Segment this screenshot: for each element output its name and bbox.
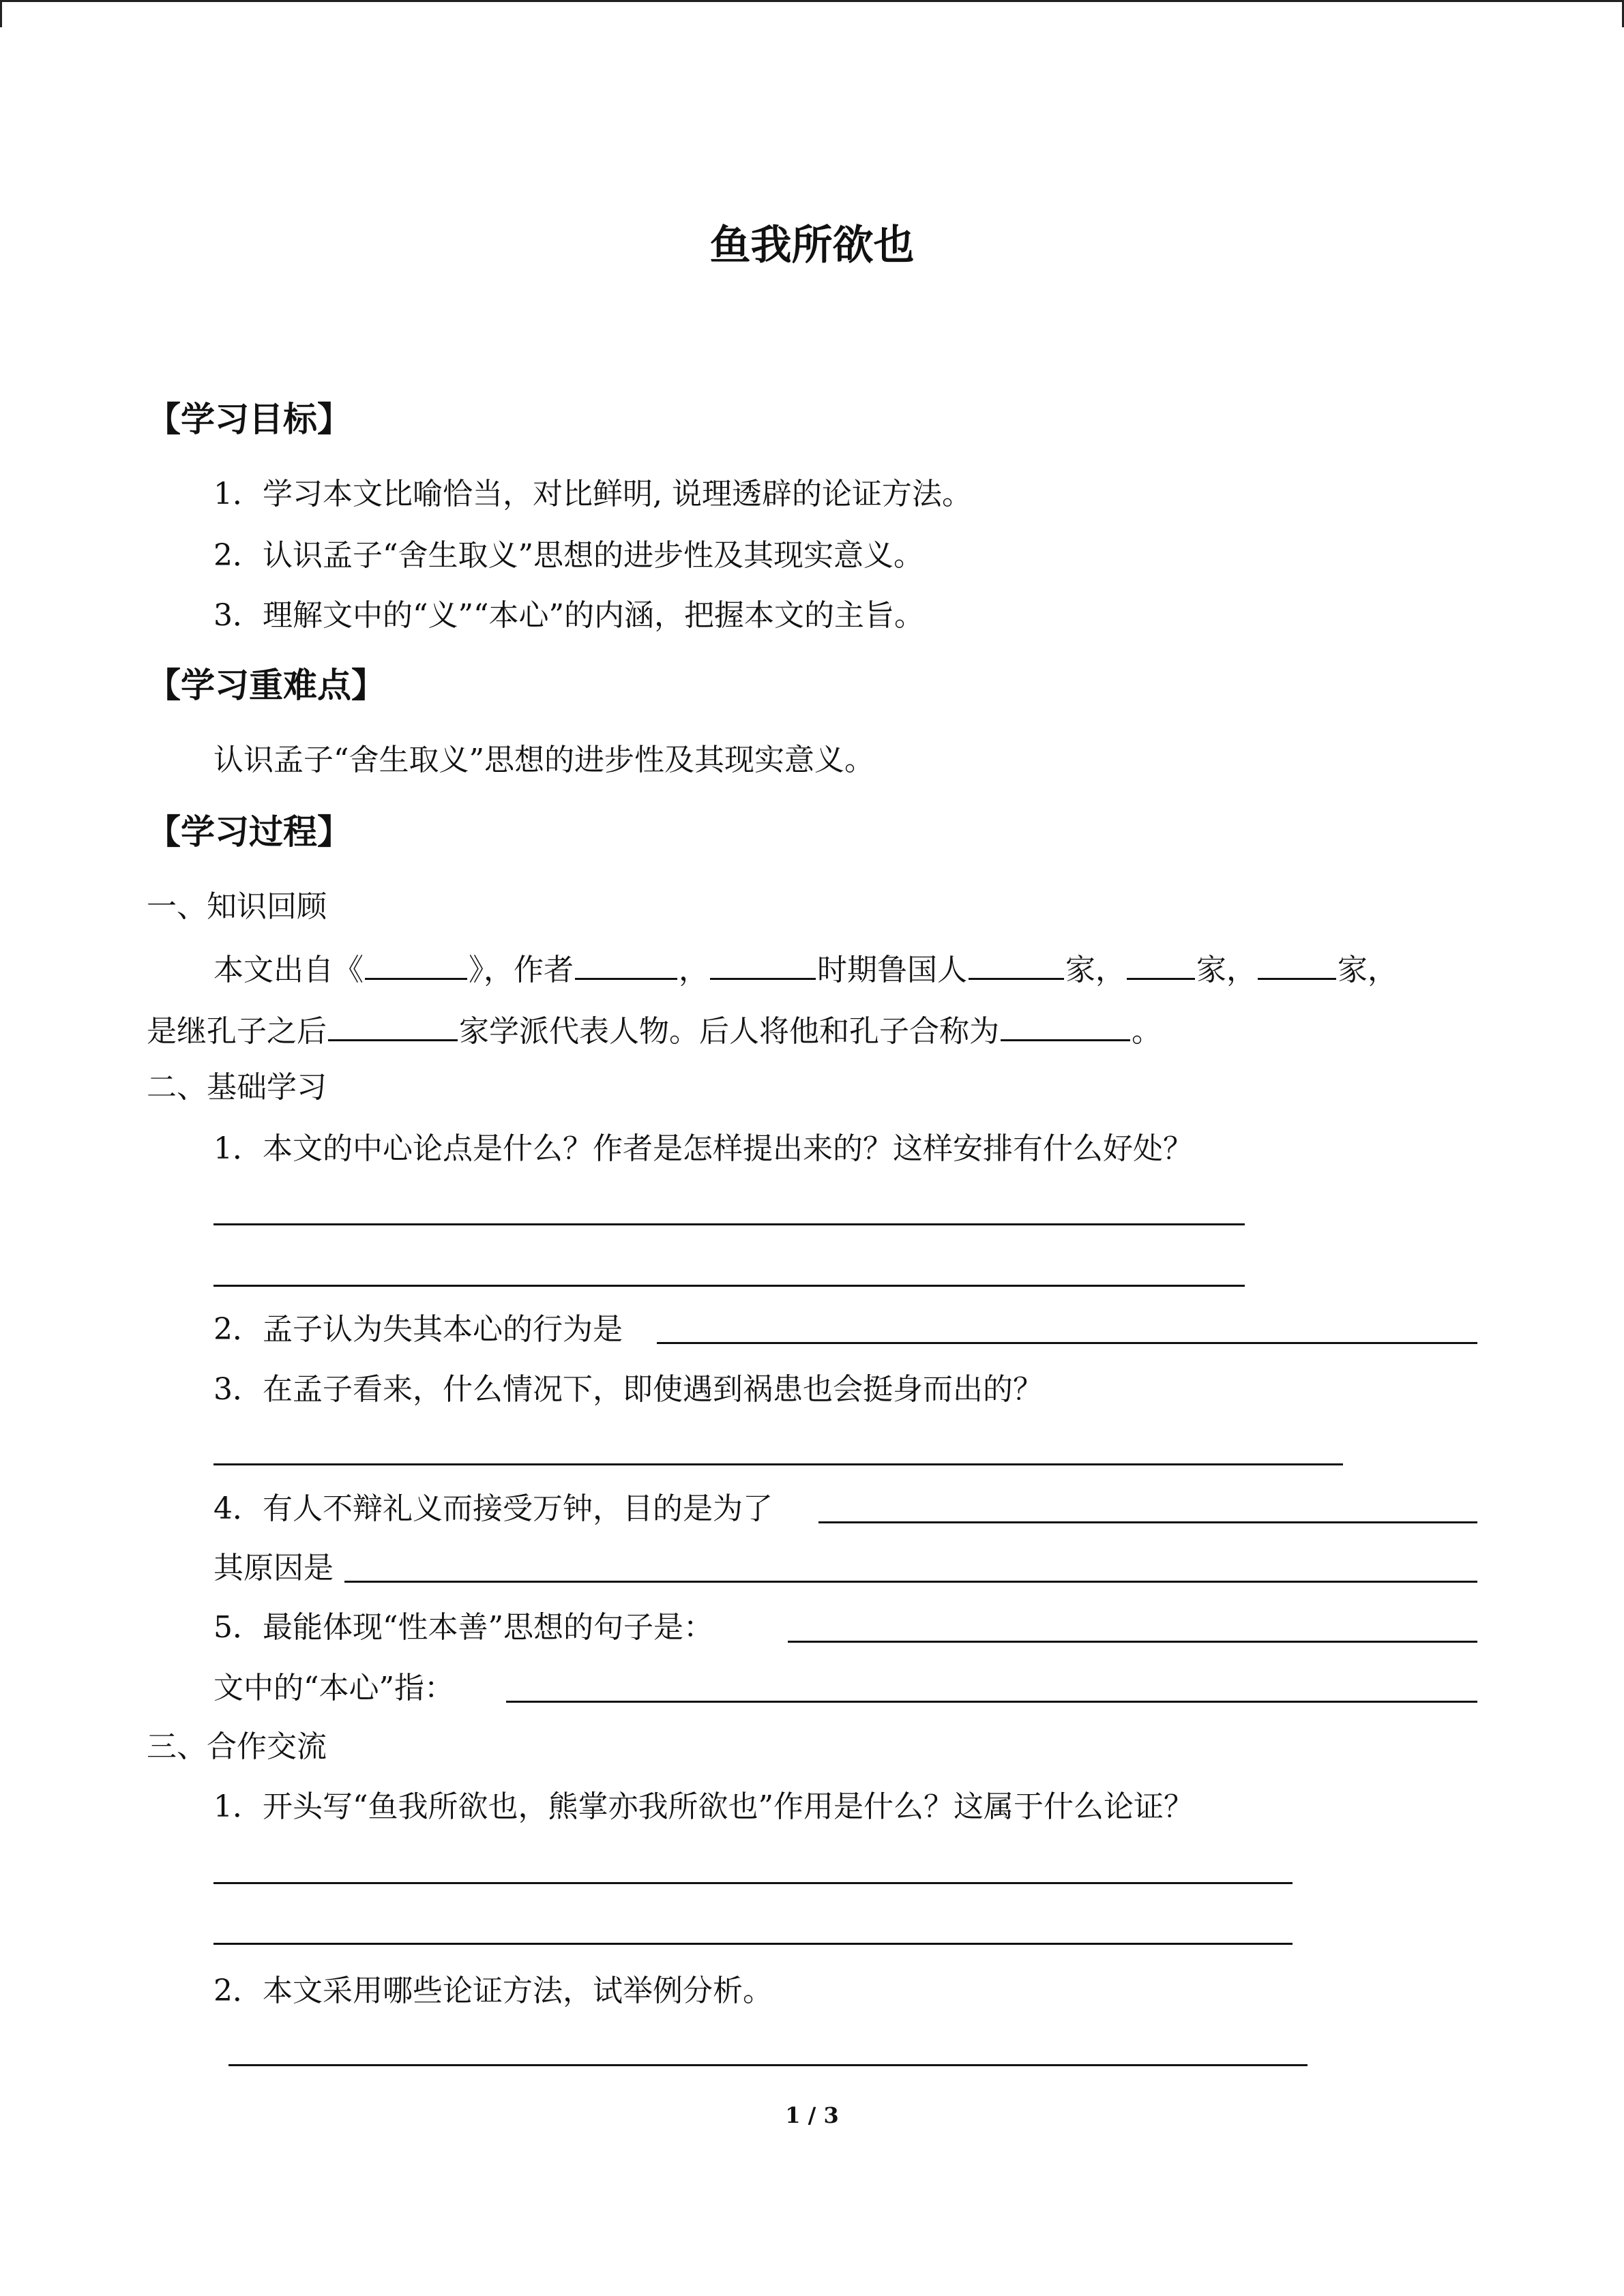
- review-text: ，: [679, 953, 709, 987]
- review-paragraph-line2: [147, 1009, 1162, 1052]
- review-paragraph-line1: [213, 948, 1398, 991]
- goal-item: 3．理解文中的“义”“本心”的内涵，把握本文的主旨。: [213, 598, 924, 633]
- review-text: 》，作者: [469, 953, 574, 987]
- answer-line[interactable]: [213, 1223, 1245, 1225]
- basic-question-3: 3．在孟子看来，什么情况下，即使遇到祸患也会挺身而出的？: [213, 1372, 1043, 1407]
- blank-role-2[interactable]: [1127, 948, 1195, 980]
- basic-question-4-reason: 其原因是: [213, 1551, 334, 1585]
- key-point-text: 认识孟子“舍生取义”思想的进步性及其现实意义。: [213, 743, 874, 777]
- answer-line[interactable]: [788, 1641, 1477, 1643]
- review-text: 家，: [1196, 953, 1256, 987]
- review-text: 。: [1132, 1014, 1162, 1049]
- section-heading-goals: 【学习目标】: [147, 400, 351, 439]
- section-heading-process: 【学习过程】: [147, 812, 351, 852]
- blank-era[interactable]: [710, 948, 816, 980]
- coop-question-1: 1．开头写“鱼我所欲也，熊掌亦我所欲也”作用是什么？这属于什么论证？: [213, 1789, 1194, 1824]
- goal-item: 2．认识孟子“舍生取义”思想的进步性及其现实意义。: [213, 538, 924, 573]
- basic-question-4: 4．有人不辩礼义而接受万钟，目的是为了: [213, 1491, 773, 1526]
- subheading-review: 一、知识回顾: [147, 889, 327, 924]
- answer-line[interactable]: [344, 1581, 1477, 1583]
- basic-question-2: 2．孟子认为失其本心的行为是: [213, 1312, 623, 1347]
- section-heading-key: 【学习重难点】: [147, 666, 385, 705]
- page-border-top: [0, 0, 1624, 2]
- page-border-left: [0, 0, 2, 27]
- goal-item: 1．学习本文比喻恰当，对比鲜明, 说理透辟的论证方法。: [213, 477, 972, 511]
- answer-line[interactable]: [228, 2064, 1308, 2066]
- blank-combined-name[interactable]: [1001, 1009, 1130, 1041]
- review-text: 家，: [1065, 953, 1125, 987]
- answer-line[interactable]: [818, 1521, 1477, 1523]
- blank-book[interactable]: [365, 948, 467, 980]
- review-text: 是继孔子之后: [147, 1014, 327, 1049]
- page-number: 1 / 3: [785, 2102, 839, 2128]
- blank-role-3[interactable]: [1258, 948, 1336, 980]
- blank-role-1[interactable]: [969, 948, 1064, 980]
- review-text: 家学派代表人物。后人将他和孔子合称为: [459, 1014, 999, 1049]
- coop-question-2: 2．本文采用哪些论证方法，试举例分析。: [213, 1973, 773, 2008]
- page-title: 鱼我所欲也: [709, 222, 915, 269]
- answer-line[interactable]: [213, 1285, 1245, 1287]
- subheading-coop: 三、合作交流: [147, 1729, 327, 1764]
- answer-line[interactable]: [213, 1463, 1343, 1465]
- subheading-basic: 二、基础学习: [147, 1070, 327, 1105]
- blank-school[interactable]: [328, 1009, 458, 1041]
- review-text: 本文出自《: [213, 953, 364, 987]
- answer-line[interactable]: [657, 1342, 1477, 1344]
- answer-line[interactable]: [213, 1943, 1293, 1945]
- review-text: 时期鲁国人: [817, 953, 967, 987]
- basic-question-5: 5．最能体现“性本善”思想的句子是：: [213, 1610, 713, 1645]
- review-text: 家，: [1338, 953, 1398, 987]
- answer-line[interactable]: [213, 1882, 1293, 1884]
- basic-question-5-benxin: 文中的“本心”指：: [213, 1671, 454, 1705]
- basic-question-1: 1．本文的中心论点是什么？作者是怎样提出来的？这样安排有什么好处？: [213, 1131, 1193, 1166]
- blank-author[interactable]: [575, 948, 677, 980]
- answer-line[interactable]: [506, 1701, 1477, 1703]
